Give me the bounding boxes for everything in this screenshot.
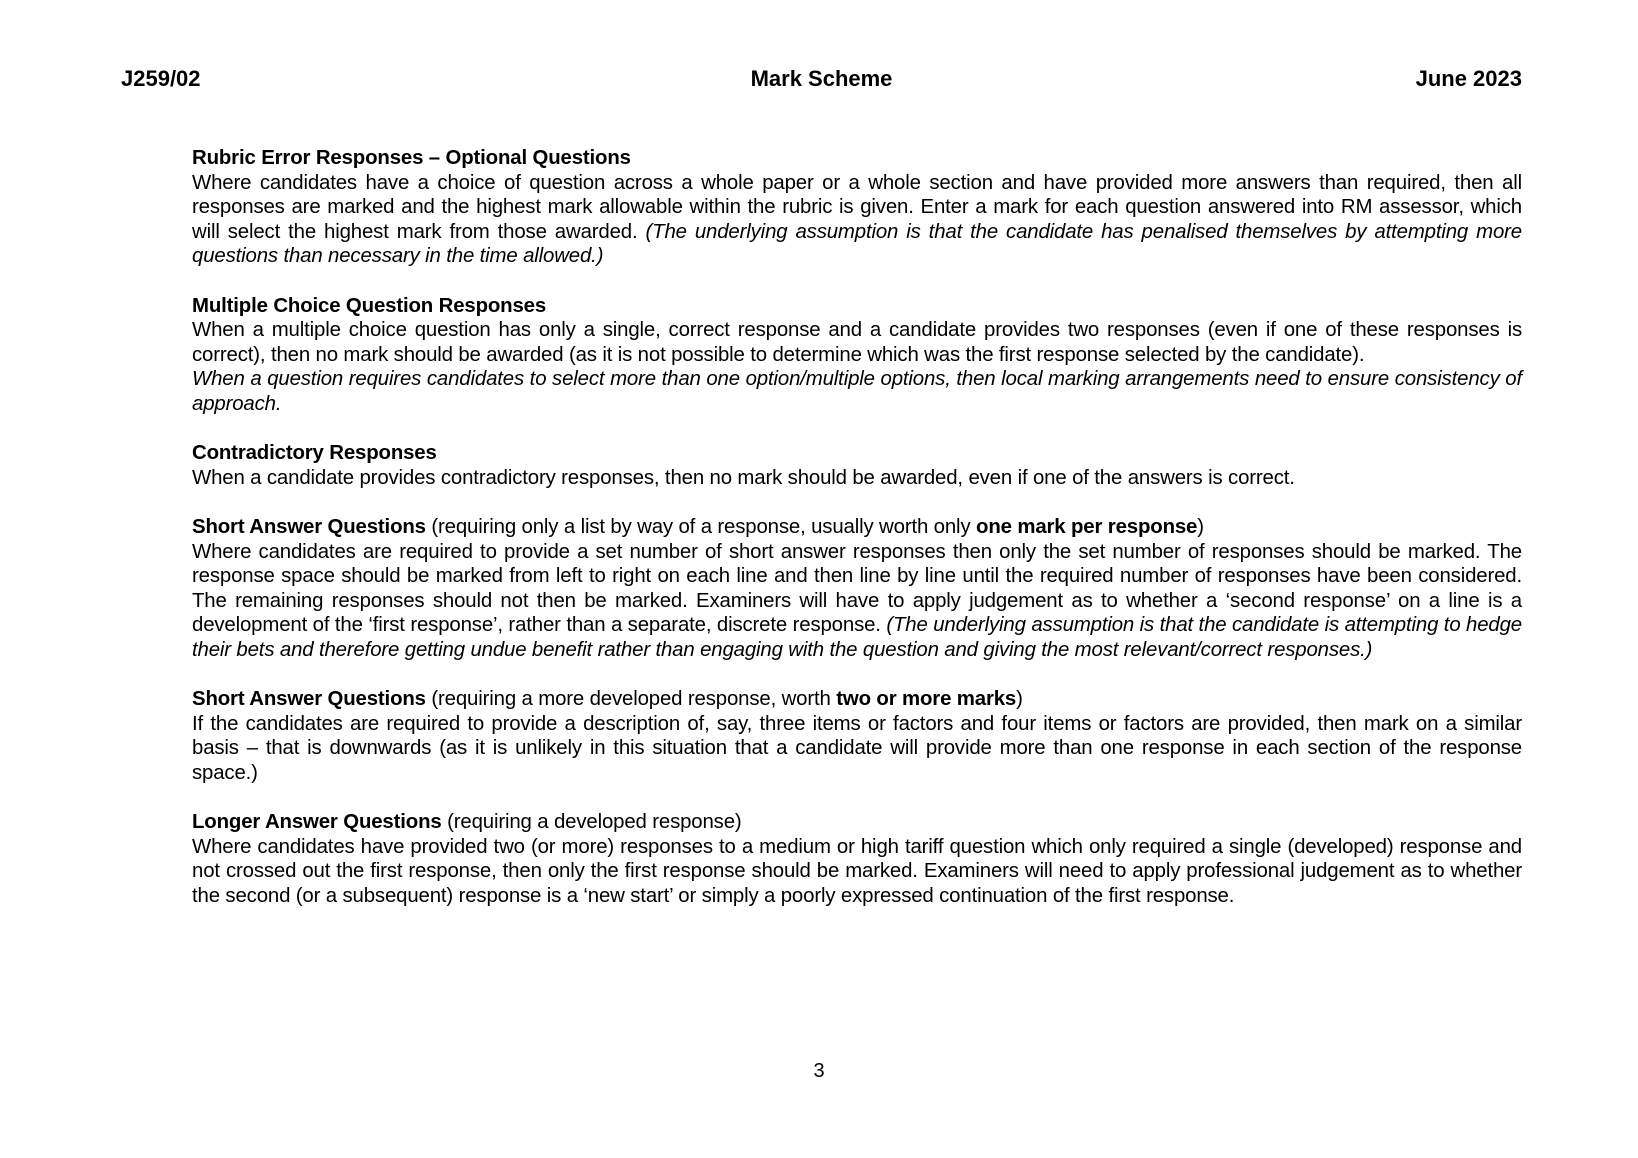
section-note	[192, 367, 1522, 416]
section-heading: Short Answer Questions	[192, 688, 426, 711]
section-longer-answer	[192, 810, 1522, 908]
section-heading: Contradictory Responses	[192, 442, 437, 465]
section-contradictory	[192, 441, 1522, 490]
paper-code: J259/02	[121, 66, 201, 91]
body-text: Where candidates have a choice of question across a whole paper or a whole section and have provided more answers than required, then all responses are marked and the highest mark allowable within the rubric is given. Enter a mark for each question answered into RM assessor, which will select the highest mark from those awarded.	[192, 171, 1522, 243]
section-heading: Multiple Choice Question Responses	[192, 294, 547, 317]
italic-note: When a question requires candidates to select more than one option/multiple options, then local marking arrangements need to ensure consistency of approach.	[192, 368, 1522, 415]
section-heading: Rubric Error Responses – Optional Questions	[192, 147, 631, 169]
section-subtitle-emphasis: two or more marks	[836, 688, 1017, 711]
page-number: 3	[813, 1060, 825, 1082]
section-rubric-error	[192, 146, 1522, 269]
section-multiple-choice	[192, 294, 1522, 417]
page-header	[121, 66, 1522, 96]
document-title: Mark Scheme	[750, 66, 893, 91]
section-body	[192, 466, 1522, 491]
section-body	[192, 712, 1522, 786]
body-text: When a multiple choice question has only a single, correct response and a candidate provides two responses (even if one of these responses is correct), then no mark should be awarded (as it is not possible to determine which was the first response selected by the candidate).	[192, 319, 1522, 366]
section-subtitle-emphasis: one mark per response	[976, 515, 1198, 538]
section-subtitle: (requiring a more developed response, worth	[425, 688, 837, 711]
section-body	[192, 318, 1522, 367]
page-content	[192, 146, 1522, 933]
section-body	[192, 835, 1522, 909]
exam-date: June 2023	[1415, 66, 1522, 91]
section-short-answer-developed	[192, 687, 1522, 785]
body-text: Where candidates are required to provide a set number of short answer responses then only the set number of responses should be marked. The response space should be marked from left to right on each line and then line by line until the required number of responses have been considered. The remaining responses should not then be marked. Examiners will have to apply judgement as to whether a ‘second response’ on a line is a development of the ‘first response’, rather than a separate, discrete response.	[192, 540, 1522, 637]
section-subtitle: (requiring a developed response)	[441, 811, 742, 834]
section-heading: Longer Answer Questions	[192, 811, 442, 834]
section-subtitle-end: )	[1016, 688, 1023, 711]
section-body	[192, 540, 1522, 663]
body-text: When a candidate provides contradictory responses, then no mark should be awarded, even if one of the answers is correct.	[192, 466, 1295, 489]
section-body	[192, 171, 1522, 269]
section-subtitle: (requiring only a list by way of a response, usually worth only	[425, 515, 977, 538]
italic-note: (The underlying assumption is that the candidate has penalised themselves by attempting more questions than necessary in the time allowed.)	[192, 220, 1522, 268]
body-text: If the candidates are required to provide a description of, say, three items or factors and four items or factors are provided, then mark on a similar basis – that is downwards (as it is unlikely in this situation that a candidate will provide more than one response in each section of the response space.)	[192, 712, 1522, 784]
section-heading: Short Answer Questions	[192, 515, 426, 538]
italic-note: (The underlying assumption is that the candidate is attempting to hedge their bets and therefore getting undue benefit rather than engaging with the question and giving the most relevant/correct responses.)	[192, 614, 1523, 661]
section-short-answer-list	[192, 515, 1522, 663]
section-subtitle-end: )	[1197, 515, 1204, 538]
body-text: Where candidates have provided two (or more) responses to a medium or high tariff question which only required a single (developed) response and not crossed out the first response, then only the first response should be marked. Examiners will need to apply professional judgement as to whether the second (or a subsequent) response is a ‘new start’ or simply a poorly expressed continuation of the first response.	[192, 835, 1522, 907]
